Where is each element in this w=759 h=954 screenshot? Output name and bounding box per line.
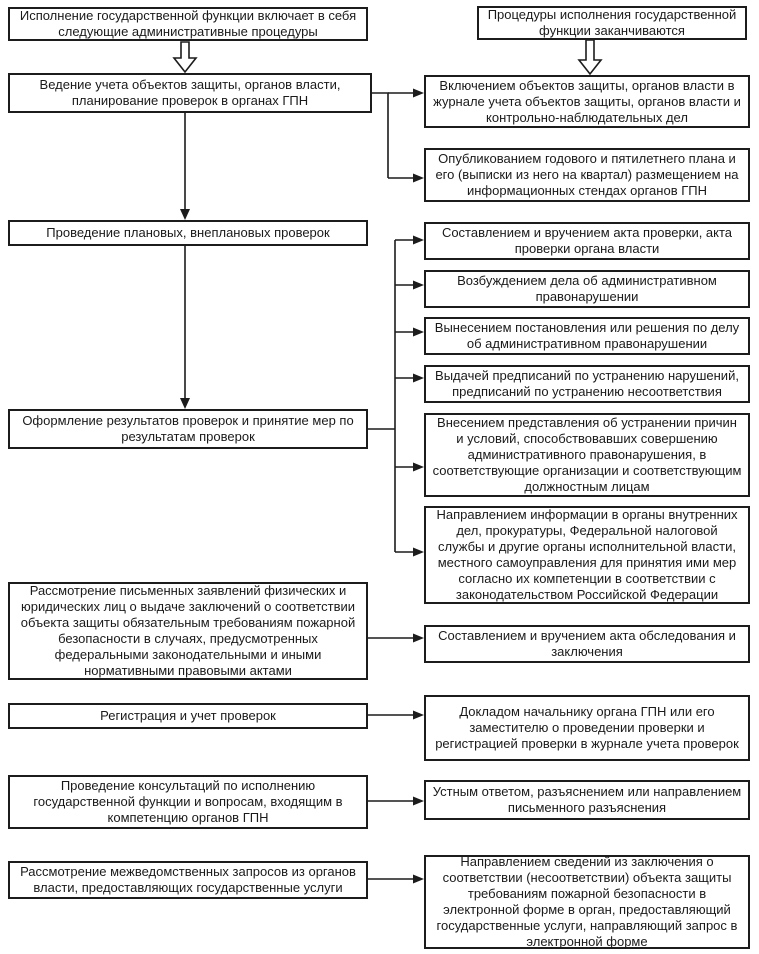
flow-box-ustnyy-otvet: Устным ответом, разъяснением или направлением письменного разъяснения: [424, 780, 750, 820]
flow-box-rassmotrenie-zayavleniy: Рассмотрение письменных заявлений физических и юридических лиц о выдаче заключений о соответствии объекта защиты обязательным требованиям пожарной безопасности в случаях, предусмотренных федеральными законодательными и иными нормативными правовыми актами: [8, 582, 368, 680]
spine-oformlenie-to-right: [368, 236, 424, 557]
flow-box-vydacha-predpisaniy: Выдачей предписаний по устранению нарушений, предписаний по устранению несоответствия: [424, 365, 750, 403]
arrow-zayavleniya-to-akt-obsledovaniya: [368, 634, 424, 643]
flow-box-opublikovanie-plana: Опубликованием годового и пятилетнего плана и его (выписки из него на квартал) размещением на информационных стендах органов ГПН: [424, 148, 750, 202]
down-arrow-provedenie-to-oformlenie: [180, 246, 190, 409]
branch-vedenie-to-right: [372, 89, 424, 183]
flow-box-vynesenie-postanovleniya: Вынесением постановления или решения по делу об административном правонарушении: [424, 317, 750, 355]
flow-box-napravlenie-informatsii: Направлением информации в органы внутренних дел, прокуратуры, Федеральной налоговой службы и другие органы исполнительной власти, местного самоуправления для принятия ими мер согласно их компетенции в соответствии с законодательством Российской Федерации: [424, 506, 750, 604]
flow-box-akt-obsledovaniya: Составлением и вручением акта обследования и заключения: [424, 625, 750, 663]
flow-box-provedenie-konsultatsiy: Проведение консультаций по исполнению государственной функции и вопросам, входящим в компетенцию органов ГПН: [8, 775, 368, 829]
flow-box-vklyuchenie-v-zhurnal: Включением объектов защиты, органов власти в журнале учета объектов защиты, органов власти и контрольно-наблюдательных дел: [424, 75, 750, 128]
flow-box-oformlenie-rezultatov: Оформление результатов проверок и принятие мер по результатам проверок: [8, 409, 368, 449]
flow-box-mezhvedomstvennye-zaprosy: Рассмотрение межведомственных запросов из органов власти, предоставляющих государственные услуги: [8, 861, 368, 899]
flow-box-akt-proverki: Составлением и вручением акта проверки, акта проверки органа власти: [424, 222, 750, 260]
flow-box-doklad-nachalniku: Докладом начальнику органа ГПН или его заместителю о проведении проверки и регистрацией проверки в журнале учета проверок: [424, 695, 750, 761]
hollow-down-arrow-right: [579, 40, 601, 74]
flow-box-ispolnenie-header: Исполнение государственной функции включает в себя следующие административные процедуры: [8, 7, 368, 41]
down-arrow-vedenie-to-provedenie: [180, 113, 190, 220]
arrow-konsultatsii-to-otvet: [368, 797, 424, 806]
flow-box-provedenie-proverok: Проведение плановых, внеплановых проверок: [8, 220, 368, 246]
flow-box-protsedury-header: Процедуры исполнения государственной функции заканчиваются: [477, 6, 747, 40]
flow-box-vedenie-ucheta: Ведение учета объектов защиты, органов власти, планирование проверок в органах ГПН: [8, 73, 372, 113]
flow-box-registratsiya-uchet: Регистрация и учет проверок: [8, 703, 368, 729]
flow-box-vnesenie-predstavleniya: Внесением представления об устранении причин и условий, способствовавших совершению административного правонарушения, в соответствующие организации и соответствующим должностным лицам: [424, 413, 750, 497]
hollow-down-arrow-left: [174, 42, 196, 72]
flow-box-napravlenie-svedeniy: Направлением сведений из заключения о соответствии (несоответствии) объекта защиты требованиям пожарной безопасности в электронной форме в орган, предоставляющий государственные услуги, направляющий запрос в электронной форме: [424, 855, 750, 949]
flow-box-vozbuzhdenie-dela: Возбуждением дела об административном правонарушении: [424, 270, 750, 308]
arrow-registratsiya-to-doklad: [368, 711, 424, 720]
arrow-zaprosy-to-svedeniya: [368, 875, 424, 884]
